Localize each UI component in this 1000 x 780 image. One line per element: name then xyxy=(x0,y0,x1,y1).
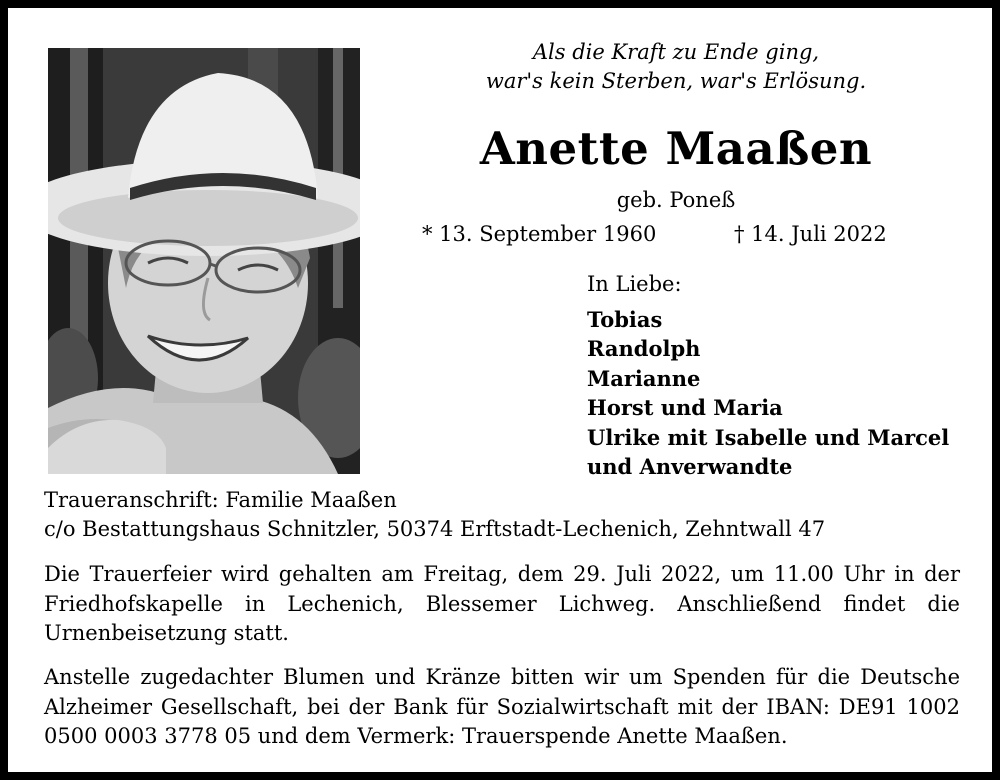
address-line-1: Traueranschrift: Familie Maaßen xyxy=(44,488,397,512)
motto xyxy=(388,38,964,96)
mourner-name: und Anverwandte xyxy=(587,454,793,479)
mourner-name: Horst und Maria xyxy=(587,395,783,420)
donation-text: Anstelle zugedachter Blumen und Kränze bitten wir um Spenden für die Deutsche Alzheimer Gesellschaft, bei der Bank für Sozialwirtschaft mit der IBAN: DE91 1002 0500 0003 3778 05 und dem Vermerk: Trauerspende Anette Maaßen. xyxy=(44,665,960,748)
motto-line-1: Als die Kraft zu Ende ging, xyxy=(532,40,820,64)
birth-name: geb. Poneß xyxy=(616,188,736,212)
birth-date: * 13. September 1960 xyxy=(422,222,657,246)
address-line-2: c/o Bestattungshaus Schnitzler, 50374 Erftstadt-Lechenich, Zehntwall 47 xyxy=(44,517,826,541)
mourners-intro: In Liebe: xyxy=(587,272,682,296)
ceremony-text: Die Trauerfeier wird gehalten am Freitag, dem 29. Juli 2022, um 11.00 Uhr in der Friedhofskapelle in Lechenich, Blessemer Lichweg. Anschließend findet die Urnenbeisetzung statt. xyxy=(44,562,960,645)
motto-line-2: war's kein Sterben, war's Erlösung. xyxy=(485,69,867,93)
mourner-name: Ulrike mit Isabelle und Marcel xyxy=(587,424,950,450)
mourner-name: Tobias xyxy=(587,306,663,332)
mourner-name: Randolph xyxy=(587,336,701,361)
deceased-name: Anette Maaßen xyxy=(479,122,873,175)
mourning-address xyxy=(44,486,825,544)
portrait-photo xyxy=(48,48,360,474)
death-date: † 14. Juli 2022 xyxy=(734,222,887,246)
mourners-list xyxy=(587,270,949,482)
mourner-name: Marianne xyxy=(587,365,701,391)
